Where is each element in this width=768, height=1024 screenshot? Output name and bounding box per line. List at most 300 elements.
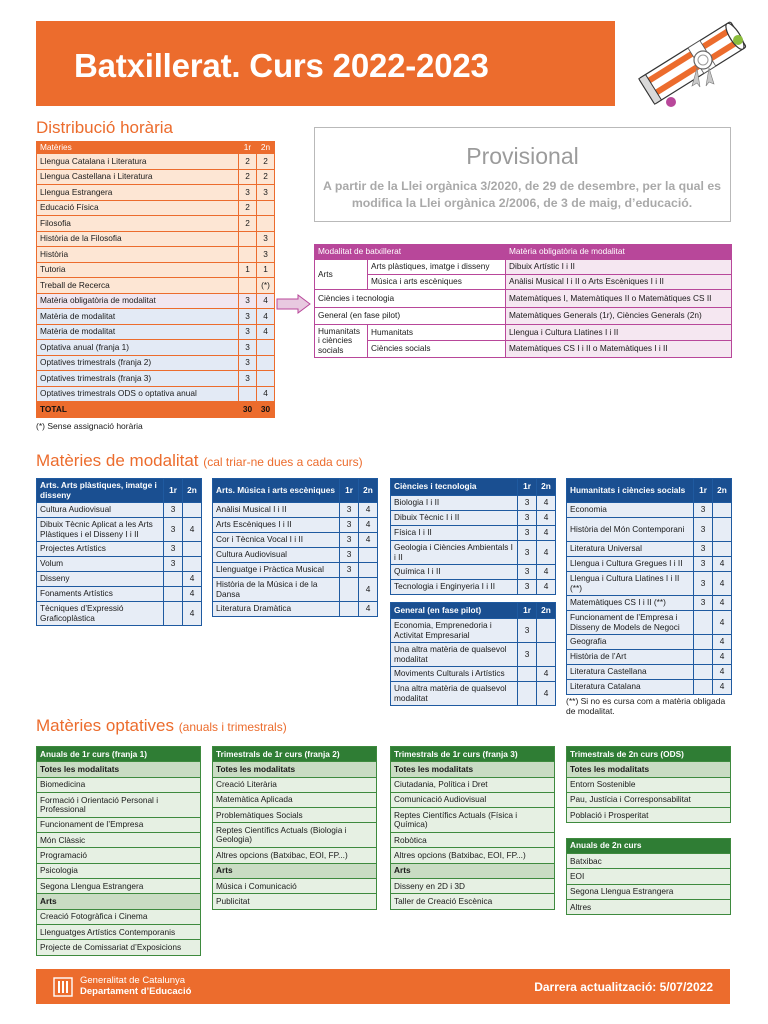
group-label: Arts: [37, 894, 201, 909]
hours-1r: 3: [239, 355, 257, 371]
table-row: [37, 587, 202, 602]
opt-franja3-table: [390, 746, 555, 910]
hours-1r: 3: [239, 309, 257, 325]
hours-2n: 4: [537, 496, 556, 511]
table-row: [37, 154, 275, 170]
subject-name: Biologia I i II: [391, 496, 518, 511]
group-label: Totes les modalitats: [391, 762, 555, 777]
footer-institution: [80, 976, 191, 998]
table-row: [37, 247, 275, 263]
hours-2n: 4: [359, 533, 378, 548]
subject-name: Matèria de modalitat: [37, 324, 239, 340]
list-item: Robòtica: [391, 833, 555, 848]
list-item: Reptes Científics Actuals (Biologia i Geologia): [213, 823, 377, 848]
hours-2n: 4: [713, 557, 732, 572]
provisional-body: A partir de la Llei orgànica 3/2020, de 29 de desembre, per la qual es modifica la Llei orgànica 2/2006, de 3 de maig, d’educació.: [323, 179, 721, 210]
hours-2n: [183, 557, 202, 572]
subject-name: Literatura Catalana: [567, 680, 694, 695]
hours-2n: 4: [257, 293, 275, 309]
table-header-row: [213, 479, 378, 503]
hours-2n: [257, 340, 275, 356]
table-row: [37, 572, 202, 587]
distribution-note: (*) Sense assignació horària: [36, 421, 143, 431]
list-item: Població i Prosperitat: [567, 808, 731, 823]
subject-name: Optatives trimestrals (franja 2): [37, 355, 239, 371]
subject-name: Història: [37, 247, 239, 263]
subject-name: Llengua Estrangera: [37, 185, 239, 201]
column-header: 2n: [537, 479, 556, 496]
list-item: Segona Llengua Estrangera: [37, 879, 201, 894]
modality-table: [314, 244, 732, 358]
table-title: Arts. Música i arts escèniques: [213, 479, 340, 503]
table-row: [391, 682, 556, 706]
table-row: [213, 503, 378, 518]
hours-2n: 4: [257, 309, 275, 325]
hours-2n: 4: [537, 541, 556, 565]
subject-name: Filosofia: [37, 216, 239, 232]
hours-1r: 3: [518, 580, 537, 595]
group-label: Totes les modalitats: [567, 762, 731, 777]
hours-1r: 3: [340, 548, 359, 563]
table-row: [37, 879, 201, 894]
hours-2n: 4: [713, 650, 732, 665]
table-row: [567, 611, 732, 635]
hours-1r: 3: [239, 324, 257, 340]
hours-1r: 1: [239, 262, 257, 278]
column-header: Matèria obligatòria de modalitat: [506, 245, 732, 260]
hours-1r: 3: [164, 503, 183, 518]
list-item: Altres: [567, 899, 731, 914]
modalitat-heading-subtitle: (cal triar-ne dues a cada curs): [203, 455, 363, 469]
table-row: [37, 293, 275, 309]
table-row: [567, 869, 731, 884]
list-item: Ciutadania, Política i Dret: [391, 777, 555, 792]
mod-humanitats-table: [566, 478, 732, 695]
subject-name: Llengua i Cultura Llatines I i II (**): [567, 572, 694, 596]
group-label: Totes les modalitats: [213, 762, 377, 777]
table-row: [567, 557, 732, 572]
hours-1r: 3: [694, 518, 713, 542]
hours-2n: [713, 518, 732, 542]
list-item: Batxibac: [567, 854, 731, 869]
subject-cell: Anàlisi Musical I i II o Arts Escèniques I i II: [506, 275, 732, 290]
table-row: [37, 777, 201, 792]
column-header: 1r: [518, 479, 537, 496]
hours-2n: [537, 643, 556, 667]
subject-name: Llengua i Cultura Gregues I i II: [567, 557, 694, 572]
hours-2n: 4: [537, 526, 556, 541]
subject-name: Història de la Música i de la Dansa: [213, 578, 340, 602]
subject-name: Llenguatge i Pràctica Musical: [213, 563, 340, 578]
table-row: [37, 557, 202, 572]
table-header-row: [391, 603, 556, 619]
subject-name: Història de la Filosofia: [37, 231, 239, 247]
table-row: [213, 823, 377, 848]
table-row: [213, 894, 377, 909]
subject-name: Geografia: [567, 635, 694, 650]
table-row: [37, 542, 202, 557]
hours-1r: 3: [239, 340, 257, 356]
subject-name: Anàlisi Musical I i II: [213, 503, 340, 518]
column-header: Matèries: [37, 142, 239, 154]
subject-name: Tecnologia i Enginyeria I i II: [391, 580, 518, 595]
table-row: [213, 777, 377, 792]
subject-name: Arts Escèniques I i II: [213, 518, 340, 533]
subject-name: Una altra matèria de qualsevol modalitat: [391, 682, 518, 706]
subject-cell: Matemàtiques I, Matemàtiques II o Matemàtiques CS II: [506, 290, 732, 308]
hours-2n: [257, 200, 275, 216]
subject-name: Matemàtiques CS I i II (**): [567, 596, 694, 611]
table-row: [37, 371, 275, 387]
hours-1r: 2: [239, 169, 257, 185]
hours-1r: 3: [239, 371, 257, 387]
subject-cell: Dibuix Artístic I i II: [506, 260, 732, 275]
table-row: [391, 511, 556, 526]
hours-1r: 3: [340, 563, 359, 578]
hours-2n: 2: [257, 154, 275, 170]
list-item: Altres opcions (Batxibac, EOI, FP...): [391, 848, 555, 863]
hours-2n: [183, 503, 202, 518]
total-2n: 30: [257, 402, 275, 418]
subject-cell: Llengua i Cultura Llatines I i II: [506, 325, 732, 341]
hours-1r: 2: [239, 216, 257, 232]
table-row: [37, 386, 275, 402]
list-item: Reptes Científics Actuals (Física i Química): [391, 808, 555, 833]
list-item: Món Clàssic: [37, 833, 201, 848]
table-row: [213, 792, 377, 807]
hours-2n: 4: [359, 503, 378, 518]
table-title: Humanitats i ciències socials: [567, 479, 694, 503]
subject-name: Literatura Dramàtica: [213, 602, 340, 617]
mod-ciencies-table: [390, 478, 556, 595]
hours-1r: 3: [518, 565, 537, 580]
provisional-notice: [314, 127, 731, 222]
hours-2n: [257, 355, 275, 371]
table-row: [567, 650, 732, 665]
table-row: [567, 572, 732, 596]
column-header: 2n: [359, 479, 378, 503]
hours-2n: [183, 542, 202, 557]
hours-2n: 4: [257, 324, 275, 340]
last-updated: Darrera actualització: 5/07/2022: [534, 980, 713, 994]
column-header: 2n: [537, 603, 556, 619]
hours-1r: 3: [694, 542, 713, 557]
table-row: [37, 169, 275, 185]
table-row: [37, 340, 275, 356]
hours-2n: [257, 216, 275, 232]
table-row: [567, 542, 732, 557]
list-item: Taller de Creació Escènica: [391, 894, 555, 909]
table-row: [37, 503, 202, 518]
table-row: [37, 940, 201, 955]
subject-name: Treball de Recerca: [37, 278, 239, 294]
list-item: Matemàtica Aplicada: [213, 792, 377, 807]
table-row: [391, 565, 556, 580]
hours-2n: 4: [183, 602, 202, 626]
hours-1r: [694, 680, 713, 695]
mod-arts-plastiques-table: [36, 478, 202, 626]
hours-2n: 4: [713, 596, 732, 611]
table-header-row: [37, 142, 275, 154]
optatives-heading-title: Matèries optatives: [36, 716, 174, 735]
table-row: [391, 777, 555, 792]
group-label: Totes les modalitats: [37, 762, 201, 777]
table-row: [37, 278, 275, 294]
list-item: Biomedicina: [37, 777, 201, 792]
hours-1r: [340, 578, 359, 602]
distribucio-heading: Distribució horària: [36, 118, 173, 137]
list-item: Problemàtiques Socials: [213, 808, 377, 823]
opt-ods-table: [566, 746, 731, 915]
table-row: [391, 792, 555, 807]
hours-1r: 3: [694, 596, 713, 611]
table-row: [391, 643, 556, 667]
hours-1r: [164, 587, 183, 602]
humanitats-note: (**) Si no es cursa com a matèria obligada de modalitat.: [566, 696, 726, 716]
table-header-row: [567, 479, 732, 503]
table-row: [37, 518, 202, 542]
table-row: [391, 526, 556, 541]
hours-2n: 4: [359, 602, 378, 617]
subject-cell: Matemàtiques CS I i II o Matemàtiques I i II: [506, 341, 732, 358]
hours-1r: 2: [239, 200, 257, 216]
subject-name: Llengua Catalana i Literatura: [37, 154, 239, 170]
subject-name: Moviments Culturals i Artístics: [391, 667, 518, 682]
table-row: [391, 879, 555, 894]
total-1r: 30: [239, 402, 257, 418]
hours-1r: [694, 611, 713, 635]
table-title: Anuals de 2n curs: [567, 838, 731, 853]
column-header: 1r: [239, 142, 257, 154]
table-title: General (en fase pilot): [391, 603, 518, 619]
subject-name: Economia: [567, 503, 694, 518]
hours-2n: 4: [183, 587, 202, 602]
table-row: [37, 924, 201, 939]
hours-1r: [694, 665, 713, 680]
generalitat-logo-icon: [53, 977, 73, 997]
hours-1r: 3: [518, 496, 537, 511]
page-title: Batxillerat. Curs 2022-2023: [74, 47, 489, 84]
optatives-heading-subtitle: (anuals i trimestrals): [178, 720, 287, 734]
hours-1r: [518, 667, 537, 682]
page-footer: [36, 969, 730, 1004]
list-item: Projecte de Comissariat d’Exposicions: [37, 940, 201, 955]
modalitat-heading: [36, 451, 363, 471]
table-row: [567, 503, 732, 518]
hours-2n: 4: [713, 635, 732, 650]
table-row: [37, 863, 201, 878]
hours-2n: (*): [257, 278, 275, 294]
hours-1r: 3: [518, 643, 537, 667]
subject-name: Llengua Castellana i Literatura: [37, 169, 239, 185]
table-row: [315, 341, 732, 358]
hours-1r: [239, 386, 257, 402]
footer-gen-line1: Generalitat de Catalunya: [80, 975, 186, 986]
hours-2n: 4: [713, 572, 732, 596]
hours-1r: 3: [694, 572, 713, 596]
hours-1r: 3: [164, 542, 183, 557]
list-item: Psicologia: [37, 863, 201, 878]
spacer-row: [567, 823, 731, 838]
hours-2n: 4: [713, 680, 732, 695]
hours-2n: 4: [537, 682, 556, 706]
subject-name: Economia, Emprenedoria i Activitat Empresarial: [391, 619, 518, 643]
hours-2n: 4: [183, 572, 202, 587]
table-header-row: [315, 245, 732, 260]
column-header: 2n: [257, 142, 275, 154]
table-row: [567, 854, 731, 869]
hours-2n: 4: [537, 580, 556, 595]
table-row: [37, 792, 201, 817]
subject-name: Matèria de modalitat: [37, 309, 239, 325]
hours-2n: 4: [537, 667, 556, 682]
hours-1r: 3: [518, 511, 537, 526]
hours-1r: 3: [340, 518, 359, 533]
hours-2n: 4: [257, 386, 275, 402]
hours-1r: 3: [239, 293, 257, 309]
hours-1r: 2: [239, 154, 257, 170]
hours-2n: [537, 619, 556, 643]
table-row: [391, 580, 556, 595]
subject-name: Projectes Artístics: [37, 542, 164, 557]
list-item: Llenguatges Artístics Contemporanis: [37, 924, 201, 939]
table-row: [213, 808, 377, 823]
table-header-row: [567, 747, 731, 762]
table-subheader: [213, 762, 377, 777]
hours-2n: 4: [713, 611, 732, 635]
table-row: [213, 879, 377, 894]
column-header: 1r: [340, 479, 359, 503]
hours-2n: 4: [713, 665, 732, 680]
list-item: Disseny en 2D i 3D: [391, 879, 555, 894]
opt-franja2-table: [212, 746, 377, 910]
subject-name: Cor i Tècnica Vocal I i II: [213, 533, 340, 548]
group-label: Arts: [391, 863, 555, 878]
table-row: [37, 817, 201, 832]
hours-1r: 3: [518, 619, 537, 643]
table-row: [315, 308, 732, 325]
table-header-row: [567, 838, 731, 853]
hours-2n: 4: [537, 511, 556, 526]
mod-musica-table: [212, 478, 378, 617]
column-header: 2n: [183, 479, 202, 503]
table-row: [213, 602, 378, 617]
table-row: [391, 848, 555, 863]
table-row: [37, 262, 275, 278]
subject-name: Fonaments Artístics: [37, 587, 164, 602]
hours-2n: 4: [359, 578, 378, 602]
list-item: Programació: [37, 848, 201, 863]
hours-2n: 3: [257, 231, 275, 247]
list-item: Funcionament de l’Empresa: [37, 817, 201, 832]
hours-2n: 4: [183, 518, 202, 542]
column-header: 1r: [694, 479, 713, 503]
table-subheader: [391, 863, 555, 878]
table-subheader: [213, 863, 377, 878]
subject-name: Matèria obligatòria de modalitat: [37, 293, 239, 309]
hours-1r: 3: [340, 503, 359, 518]
list-item: Música i Comunicació: [213, 879, 377, 894]
hours-2n: 3: [257, 185, 275, 201]
table-subheader: [567, 762, 731, 777]
table-row: [37, 909, 201, 924]
table-header-row: [391, 747, 555, 762]
hours-2n: 3: [257, 247, 275, 263]
table-row: [37, 200, 275, 216]
hours-2n: 2: [257, 169, 275, 185]
table-row: [567, 596, 732, 611]
subject-name: Dibuix Tècnic Aplicat a les Arts Plàstiques i el Disseny I i II: [37, 518, 164, 542]
list-item: EOI: [567, 869, 731, 884]
graduation-diploma-icon: [634, 12, 750, 112]
subject-cell: Matemàtiques Generals (1r), Ciències Generals (2n): [506, 308, 732, 325]
subject-name: Volum: [37, 557, 164, 572]
hours-2n: [359, 563, 378, 578]
table-header-row: [391, 479, 556, 496]
footer-gen-line2: Departament d’Educació: [80, 985, 192, 997]
hours-2n: [713, 542, 732, 557]
list-item: Creació Fotogràfica i Cinema: [37, 909, 201, 924]
column-header: Modalitat de batxillerat: [315, 245, 506, 260]
hours-1r: 3: [694, 503, 713, 518]
hours-1r: 3: [694, 557, 713, 572]
table-row: [315, 325, 732, 341]
table-row: [567, 635, 732, 650]
column-header: 1r: [518, 603, 537, 619]
hours-2n: [359, 548, 378, 563]
hours-1r: 3: [518, 541, 537, 565]
subject-name: Literatura Universal: [567, 542, 694, 557]
table-subheader: [391, 762, 555, 777]
provisional-title: Provisional: [466, 143, 579, 169]
hours-1r: 3: [164, 518, 183, 542]
subject-name: Geologia i Ciències Ambientals I i II: [391, 541, 518, 565]
table-row: [391, 667, 556, 682]
table-row: [391, 496, 556, 511]
table-row: [37, 324, 275, 340]
list-item: Creació Literària: [213, 777, 377, 792]
submodality-cell: Música i arts escèniques: [368, 275, 506, 290]
group-label: Arts: [213, 863, 377, 878]
subject-name: Disseny: [37, 572, 164, 587]
hours-1r: [164, 602, 183, 626]
hours-1r: [239, 231, 257, 247]
subject-name: Una altra matèria de qualsevol modalitat: [391, 643, 518, 667]
table-row: [37, 833, 201, 848]
submodality-cell: Humanitats: [368, 325, 506, 341]
hours-2n: 4: [537, 565, 556, 580]
table-row: [37, 602, 202, 626]
table-row: [37, 355, 275, 371]
distribution-table: [36, 141, 275, 418]
opt-anuals-table: [36, 746, 201, 956]
modality-cell: General (en fase pilot): [315, 308, 506, 325]
subject-name: Dibuix Tècnic I i II: [391, 511, 518, 526]
subject-name: Educació Física: [37, 200, 239, 216]
table-title: Ciències i tecnologia: [391, 479, 518, 496]
submodality-cell: Ciències socials: [368, 341, 506, 358]
table-row: [315, 290, 732, 308]
table-row: [391, 808, 555, 833]
total-row: [37, 402, 275, 418]
table-row: [315, 275, 732, 290]
table-row: [315, 260, 732, 275]
table-title: Trimestrals de 2n curs (ODS): [567, 747, 731, 762]
hours-1r: [239, 278, 257, 294]
table-title: Trimestrals de 1r curs (franja 2): [213, 747, 377, 762]
list-item: Altres opcions (Batxibac, EOI, FP...): [213, 848, 377, 863]
arrow-right-icon: [276, 294, 312, 314]
